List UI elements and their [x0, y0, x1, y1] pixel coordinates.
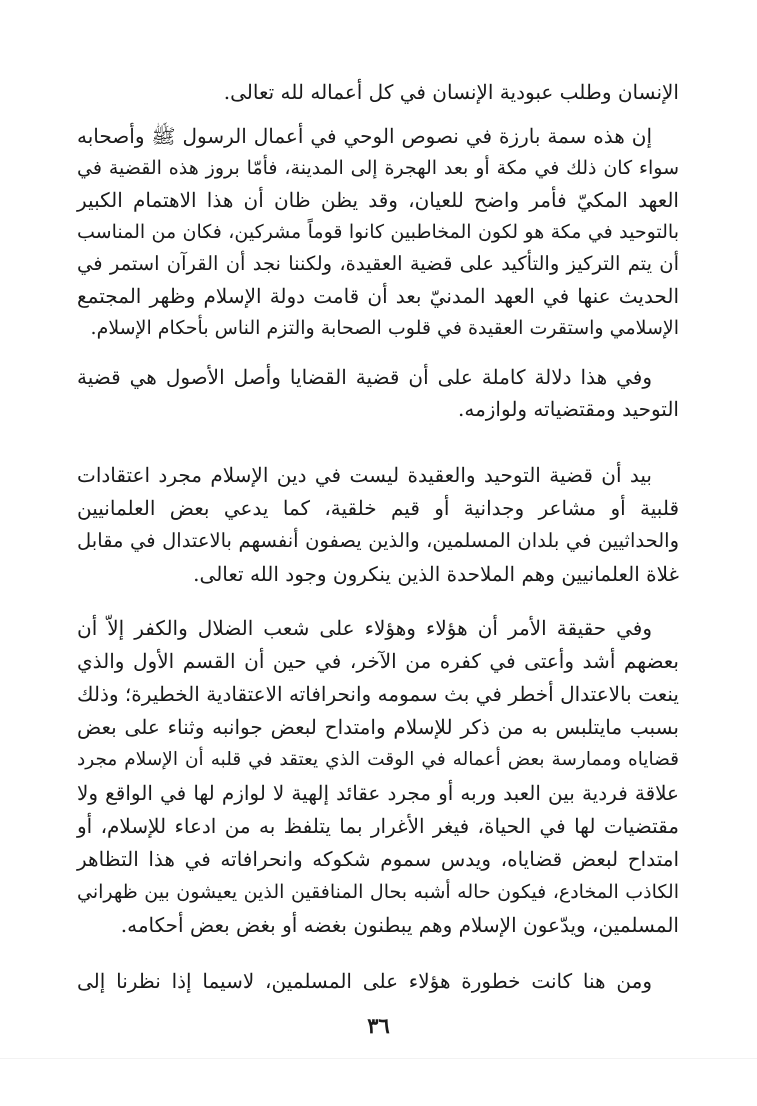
text-line: وفي حقيقة الأمر أن هؤلاء وهؤلاء على شعب الضلال والكفر إلاّ أن	[77, 616, 652, 640]
text-line: بسبب مايتلبس به من ذكر للإسلام وامتداح لبعض جوانبه وثناء على بعض	[77, 715, 679, 739]
page-edge-divider	[0, 1058, 757, 1059]
text-line: والحداثيين في بلدان المسلمين، والذين يصفون أنفسهم بالاعتدال في مقابل	[77, 529, 679, 552]
text-line: ينعت بالاعتدال أخطر في بث سمومه وانحرافاته الاعتقادية الخطيرة؛ وذلك	[77, 682, 679, 706]
text-line: قضاياه وممارسة بعض أعماله في الوقت الذي يعتقد في قلبه أن الإسلام مجرد	[77, 749, 679, 770]
text-line: مقتضيات لها في الحياة، فيغر الأغرار بما يتلفظ به من ادعاء للإسلام، أو	[77, 814, 679, 838]
text-line: بيد أن قضية التوحيد والعقيدة ليست في دين الإسلام مجرد اعتقادات	[77, 463, 652, 487]
text-line: العهد المكيّ فأمر واضح للعيان، وقد يظن ظان أن هذا الاهتمام الكبير	[77, 188, 679, 212]
text-line: بالتوحيد في مكة هو لكون المخاطبين كانوا قوماً مشركين، فكان من المناسب	[77, 221, 679, 243]
text-line: الإنسان وطلب عبودية الإنسان في كل أعماله لله تعالى.	[223, 80, 679, 104]
text-line: بعضهم أشد وأعتى في كفره من الآخر، في حين أن القسم الأول والذي	[77, 649, 679, 673]
text-line: سواء كان ذلك في مكة أو بعد الهجرة إلى المدينة، فأمّا بروز هذه القضية في	[77, 157, 679, 179]
text-line: ومن هنا كانت خطورة هؤلاء على المسلمين، لاسيما إذا نظرنا إلى	[77, 969, 652, 993]
text-line: الإسلامي واستقرت العقيدة في قلوب الصحابة والتزم الناس بأحكام الإسلام.	[90, 317, 679, 339]
text-line: التوحيد ومقتضياته ولوازمه.	[457, 397, 679, 421]
text-line: الكاذب المخادع، فيكون حاله أشبه بحال المنافقين الذين يعيشون بين ظهراني	[77, 881, 679, 903]
text-line: أن يتم التركيز والتأكيد على قضية العقيدة، ولكننا نجد أن القرآن استمر في	[77, 252, 679, 275]
text-line: الحديث عنها في العهد المدنيّ بعد أن قامت دولة الإسلام وظهر المجتمع	[77, 284, 679, 308]
text-line: إن هذه سمة بارزة في نصوص الوحي في أعمال الرسول ﷺ وأصحابه	[77, 124, 652, 148]
text-line: غلاة العلمانيين وهم الملاحدة الذين ينكرون وجود الله تعالى.	[193, 562, 679, 586]
text-line: امتداح لبعض قضاياه، ويدس سموم شكوكه وانحرافاته في هذا التظاهر	[77, 847, 679, 871]
text-line: المسلمين، ويدّعون الإسلام وهم يبطنون بغضه أو بغض بعض أحكامه.	[120, 913, 679, 937]
page-number: ٣٦	[367, 1013, 390, 1038]
text-line: علاقة فردية بين العبد وربه أو مجرد عقائد إلهية لا لوازم لها في الواقع ولا	[77, 781, 679, 805]
text-line: وفي هذا دلالة كاملة على أن قضية القضايا وأصل الأصول هي قضية	[77, 365, 653, 389]
text-line: قلبية أو مشاعر وجدانية أو قيم خلقية، كما يدعي بعض العلمانيين	[77, 496, 679, 520]
